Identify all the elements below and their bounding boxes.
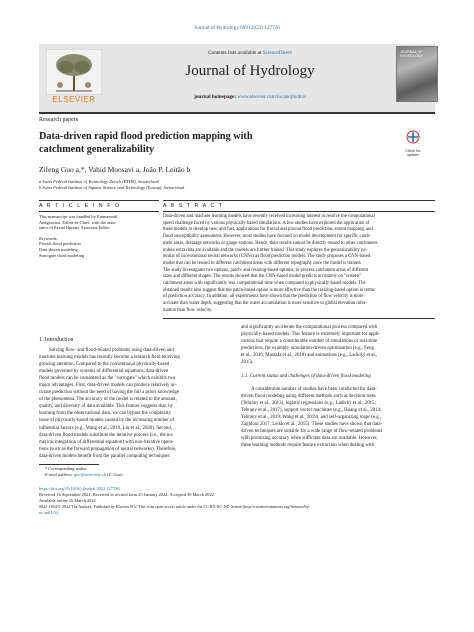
publisher-name: ELSEVIER	[52, 95, 96, 104]
doi-link[interactable]: https://doi.org/10.1016/j.jhydrol.2022.127726	[39, 486, 120, 491]
title-line-2: catchment generalizability	[39, 143, 155, 155]
intro-line: learning from the observational data, we can bypass the complexity	[39, 411, 172, 417]
email-label: E-mail address:	[45, 472, 75, 477]
abstract-line: unless extra data are available and the models are further trained. This study explores the generalizability po-	[163, 247, 368, 253]
info-rule-mid	[39, 211, 159, 212]
homepage-link[interactable]: www.elsevier.com/locate/jhydrol	[237, 94, 306, 100]
paper-title	[39, 131, 369, 156]
email-suffix: (Z. Guo).	[105, 472, 124, 477]
email-link[interactable]: guo@arch.ethz.ch	[74, 472, 106, 477]
intro-line: Solving flow- and flood-related problems using data-driven and	[49, 348, 174, 353]
body-line: driven techniques are suitable for a wide range of flow-related problems	[241, 429, 383, 435]
license-notice	[39, 504, 435, 515]
license-line-1: 0022-1694/© 2022 The Authors. Published by Elsevier B.V. This is an open access article under the CC BY-NC-ND license (http://creativecommons.org/licenses/by-	[39, 504, 311, 509]
available-online: Available online 16 March 2022	[39, 498, 96, 503]
article-info	[39, 214, 161, 258]
abstract-line: of prediction accuracy. In addition, all experiments have shown that the prediction of flow velocity is more	[163, 294, 364, 300]
intro-line: quality, and diversity of data available. This feature suggests that, by	[39, 404, 174, 410]
body-line: these learning methods require feature extraction when dealing with	[241, 443, 375, 449]
abstract-line: tential of convolutional neural networks (CNNs) as flood prediction models. The study proposes a CNN-based	[163, 254, 371, 260]
keywords-heading: Keywords:	[39, 235, 58, 241]
intro-text	[39, 347, 235, 460]
body-line: Zaghloul 2017; Leitão et al., 2015). These studies have shown that data-	[241, 422, 383, 428]
body-line: Tehrany et al., 2017), support vector machines (e.g., Huang et al., 2014;	[241, 408, 382, 414]
abstract-line: accurate than water depth, suggesting that the water accumulation is more sensitive to global elevation infor-	[163, 301, 368, 307]
journal-citation[interactable]: Journal of Hydrology 609 (2022) 127726	[194, 25, 280, 31]
intro-line: models governed by systems of differential equations, data-driven	[39, 369, 169, 375]
abstract-line: mation than flow velocity.	[163, 307, 213, 313]
intro-line: growing attention. Compared to the conventional physically-based	[39, 362, 170, 368]
body-line: and significantly accelerate the computational process compared with	[241, 325, 378, 330]
received-dates: Received 16 September 2021; Received in revised form 25 January 2022; Accepted 30 March 2022	[39, 492, 214, 497]
intro-line: influential factors (e.g., Wang et al., 2019, Liu et al., 2020). Second,	[39, 425, 173, 431]
intro-line: merical integration of differential equation) with non-iterative opera-	[39, 439, 174, 445]
contents-availability	[120, 50, 380, 57]
keyword-item: Pluvial flood prediction	[39, 241, 81, 247]
body-line: et al., 2016; Mustafa et al., 2018) and animations (e.g., Ladický et al.,	[241, 353, 378, 359]
body-line: cations that require a considerable number of simulations or real-time	[241, 339, 378, 345]
handling-line-2: Anagnostou, Editor-in-Chief, with the assis-	[39, 219, 117, 225]
homepage-prefix: journal homepage:	[194, 94, 238, 100]
abstract-line: sizes and different shapes. The results showed that the CNN-based model predicts accurately on "unseen"	[163, 274, 361, 280]
body-line: Tehrany et al., 2019; Wang et al., 2019), and self-organizing maps (e.g.,	[241, 415, 382, 421]
crossmark-badge[interactable]	[400, 130, 426, 158]
footnote-corresponding: * Corresponding author.	[45, 466, 88, 471]
article-info-heading: A R T I C L E I N F O	[39, 203, 121, 209]
body-line: 2015).	[241, 360, 254, 366]
abstract-line: model that can be reused in different catchment areas with different topography once the model is trained.	[163, 260, 362, 266]
intro-line: major advantages. First, data-driven models can produce relatively ac-	[39, 383, 177, 389]
info-rule-top	[39, 200, 159, 201]
abstract-text	[163, 214, 435, 315]
abstract-line: The study investigates two options, patch- and resizing-based options, to process catchment areas of different	[163, 267, 369, 273]
journal-homepage	[120, 94, 380, 101]
intro-line: issue of physically-based models caused by the increasing number of	[39, 418, 175, 424]
title-line-1: Data-driven rapid flood prediction mapping with	[39, 131, 253, 142]
intro-line: data-driven models benefit from the parallel computing techniques	[39, 453, 170, 459]
body-line: physically-based models. This feature is extremely important for appli-	[241, 332, 381, 338]
abstract-rule-top	[163, 200, 435, 201]
abstract-line: catchment areas with significantly less computational time when compared to physically-based models. The	[163, 281, 366, 287]
intro-line: of the phenomena. The accuracy of the model is related to the amount,	[39, 397, 177, 403]
intro-heading: 1. Introduction	[39, 337, 74, 343]
abstract-line: Data-driven and machine learning models have recently received increasing interest to resolve the computational	[163, 214, 375, 219]
crossmark-icon	[406, 130, 420, 144]
journal-cover-image	[396, 46, 438, 102]
abstract-line: speed challenge faced by various physically-based simulations. A few studies have explored the application of	[163, 220, 370, 226]
footnote-email	[45, 472, 124, 478]
subsection-heading: 1.1. Current status and challenges of data-driven flood modeling	[241, 374, 371, 379]
handling-line-3: tance of Ezzad Hassan, Associate Editor	[39, 225, 110, 231]
abstract-line: these models to develop new, and fast, applications for fluvial and pluvial flood prediction, extent mapping, and	[163, 227, 373, 233]
keyword-item: Data-driven modeling	[39, 246, 78, 252]
abstract-line: ment areas, drainage networks or gauge stations. Hence, their results cannot be directly reused to other catchments	[163, 240, 378, 246]
abstract-heading: A B S T R A C T	[163, 203, 224, 209]
body-line: driven flood modeling using different methods such as decision trees	[241, 394, 376, 400]
intro-line: machine learning models has recently become a research field receiving	[39, 355, 180, 361]
sciencedirect-link[interactable]: ScienceDirect	[262, 50, 292, 56]
intro-line: data-driven flood models substitute the iterative process (i.e., the nu-	[39, 432, 174, 438]
article-type: Research papers	[39, 117, 79, 123]
intro-line: tions (such as the forward propagation of neural networks). Therefore,	[39, 446, 177, 452]
abstract-rule-bottom	[163, 318, 435, 319]
right-column-bottom	[241, 386, 435, 449]
abstract-rule-mid	[163, 211, 435, 212]
license-line-2[interactable]: nc-nd/4.0/).	[39, 509, 60, 515]
affiliation-a: a Swiss Federal Institute of Technology Zurich (ETHZ), Switzerland	[39, 179, 159, 184]
journal-title: Journal of Hydrology	[185, 63, 315, 79]
keyword-item: Surrogate flood modeling	[39, 252, 85, 258]
body-line: A considerable number of studies have been conducted for data-	[251, 387, 377, 392]
authors: Zifeng Guo a,*, Vahid Moosavi a, João P. Leitão b	[39, 165, 191, 174]
abstract-line: flood susceptibility assessment. However, most studies have focused on model development for specific catch-	[163, 234, 371, 240]
body-line: with promising accuracy when sufficient data are available. However,	[241, 436, 378, 442]
header-rule-bottom	[39, 112, 435, 114]
affiliation-b: b Swiss Federal Institute of Aquatic Science and Technology (Eawag), Switzerland	[39, 185, 185, 190]
contents-prefix: Contents lists available at	[208, 50, 263, 56]
body-line: (Tehrany et al., 2013), logistic regressions (e.g., Ladický et al., 2015;	[241, 401, 376, 407]
intro-line: curate prediction without the need of having the full a priori knowledge	[39, 390, 180, 396]
crossmark-label: Check for updates	[405, 149, 421, 158]
footnote-rule	[39, 464, 99, 465]
elsevier-tree-icon	[46, 49, 102, 95]
body-line: predictions, for example, simulation-driven optimization (e.g., Feng	[241, 346, 374, 352]
handling-line-1: This manuscript was handled by Emmanouil	[39, 214, 118, 219]
abstract-line: obtained results also suggest that the patch-based option is more effective than the resizing-based option in terms	[163, 287, 375, 293]
cover-title: JOURNAL OF HYDROLOGY	[400, 50, 423, 58]
intro-line: flood models can be considered as the "surrogate" which exhibits two	[39, 376, 176, 382]
right-column-top	[241, 324, 435, 366]
